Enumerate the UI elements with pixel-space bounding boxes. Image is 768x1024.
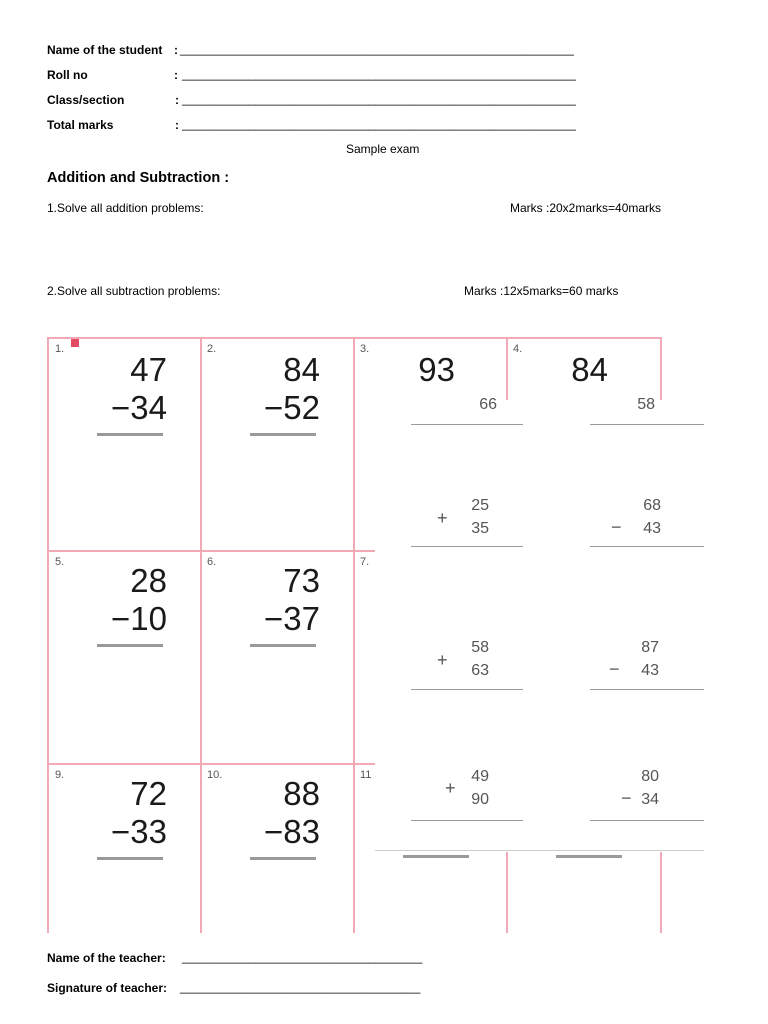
- minuend: 72: [130, 775, 167, 812]
- answer-line: [403, 855, 469, 858]
- question-2-marks: Marks :12x5marks=60 marks: [464, 284, 619, 298]
- minus-sign: −: [609, 659, 620, 679]
- addend-b: 63: [471, 662, 489, 679]
- subtrahend: −37: [264, 600, 320, 637]
- section-title: Addition and Subtraction :: [47, 170, 230, 186]
- plus-sign: +: [445, 778, 456, 798]
- roll-no-line[interactable]: ___________________________________________________________: [182, 67, 576, 81]
- answer-line: [590, 689, 704, 690]
- problem-cell: [47, 550, 202, 765]
- minus-sign: −: [621, 788, 632, 808]
- colon-class-section: :: [175, 93, 179, 107]
- minuend: 87: [641, 639, 659, 656]
- problem-number: 10.: [207, 769, 223, 781]
- label-class-section: Class/section: [47, 93, 125, 107]
- question-1: 1.Solve all addition problems:: [47, 201, 204, 215]
- student-name-line[interactable]: ___________________________________________________________: [180, 42, 574, 56]
- colon-student-name: :: [174, 43, 178, 57]
- minuend: 93: [418, 351, 455, 388]
- label-teacher-name: Name of the teacher:: [47, 951, 166, 965]
- answer-line: [250, 857, 316, 860]
- question-2: 2.Solve all subtraction problems:: [47, 284, 221, 298]
- question-1-marks: Marks :20x2marks=40marks: [510, 201, 662, 215]
- plus-sign: +: [437, 650, 448, 670]
- addend-a: 58: [471, 639, 489, 656]
- answer-line: [590, 546, 704, 547]
- answer-line: [250, 644, 316, 647]
- problem-number: 2.: [207, 343, 217, 355]
- problem-cell: [200, 763, 355, 933]
- colon-roll-no: :: [174, 68, 178, 82]
- answer-line: [97, 433, 163, 436]
- addend-b: 90: [471, 791, 489, 808]
- minuend: 68: [643, 497, 661, 514]
- minuend: 80: [641, 768, 659, 785]
- label-signature: Signature of teacher:: [47, 981, 168, 995]
- minus-sign: −: [611, 517, 622, 537]
- problem-number: 4.: [513, 343, 523, 355]
- subtrahend: −83: [264, 813, 320, 850]
- problem-cell: [47, 337, 202, 552]
- label-total-marks: Total marks: [47, 118, 114, 132]
- class-section-line[interactable]: ___________________________________________________________: [182, 92, 576, 106]
- problem-number: 9.: [55, 769, 65, 781]
- signature-line[interactable]: ____________________________________: [180, 980, 421, 994]
- problem-number: 3.: [360, 343, 370, 355]
- problem-number: 6.: [207, 556, 217, 568]
- partial-number: 58: [637, 396, 655, 413]
- subtrahend: 34: [641, 791, 659, 808]
- answer-line: [590, 820, 704, 821]
- minuend: 84: [571, 351, 608, 388]
- minuend: 88: [283, 775, 320, 812]
- answer-line: [411, 546, 523, 547]
- teacher-name-line[interactable]: ____________________________________: [182, 950, 423, 964]
- addend-a: 25: [471, 497, 489, 514]
- minuend: 47: [130, 351, 167, 388]
- addend-b: 35: [471, 520, 489, 537]
- overlay-bottom-border: [375, 850, 704, 851]
- answer-line: [411, 820, 523, 821]
- label-student-name: Name of the student: [47, 43, 163, 57]
- problem-number: 11: [360, 769, 372, 781]
- subtrahend: −10: [111, 600, 167, 637]
- answer-line: [97, 857, 163, 860]
- problem-number: 7.: [360, 556, 370, 568]
- problem-cell: [200, 337, 355, 552]
- minuend: 84: [283, 351, 320, 388]
- label-roll-no: Roll no: [47, 68, 88, 82]
- answer-line: [411, 424, 523, 425]
- total-marks-line[interactable]: ___________________________________________________________: [182, 117, 576, 131]
- subtrahend: −52: [264, 389, 320, 426]
- colon-total-marks: :: [175, 118, 179, 132]
- problem-cell: [47, 763, 202, 933]
- subtrahend: 43: [641, 662, 659, 679]
- addition-worksheet-overlay: [375, 396, 704, 852]
- answer-line: [556, 855, 622, 858]
- corner-mark-icon: [71, 339, 79, 347]
- subtrahend: −33: [111, 813, 167, 850]
- addend-a: 49: [471, 768, 489, 785]
- partial-number: 66: [479, 396, 497, 413]
- answer-line: [250, 433, 316, 436]
- subtrahend: −34: [111, 389, 167, 426]
- plus-sign: +: [437, 508, 448, 528]
- subtrahend: 43: [643, 520, 661, 537]
- answer-line: [590, 424, 704, 425]
- minuend: 73: [283, 562, 320, 599]
- problem-cell: [200, 550, 355, 765]
- answer-line: [97, 644, 163, 647]
- problem-number: 1.: [55, 343, 65, 355]
- subtitle: Sample exam: [346, 142, 420, 156]
- problem-number: 5.: [55, 556, 65, 568]
- minuend: 28: [130, 562, 167, 599]
- answer-line: [411, 689, 523, 690]
